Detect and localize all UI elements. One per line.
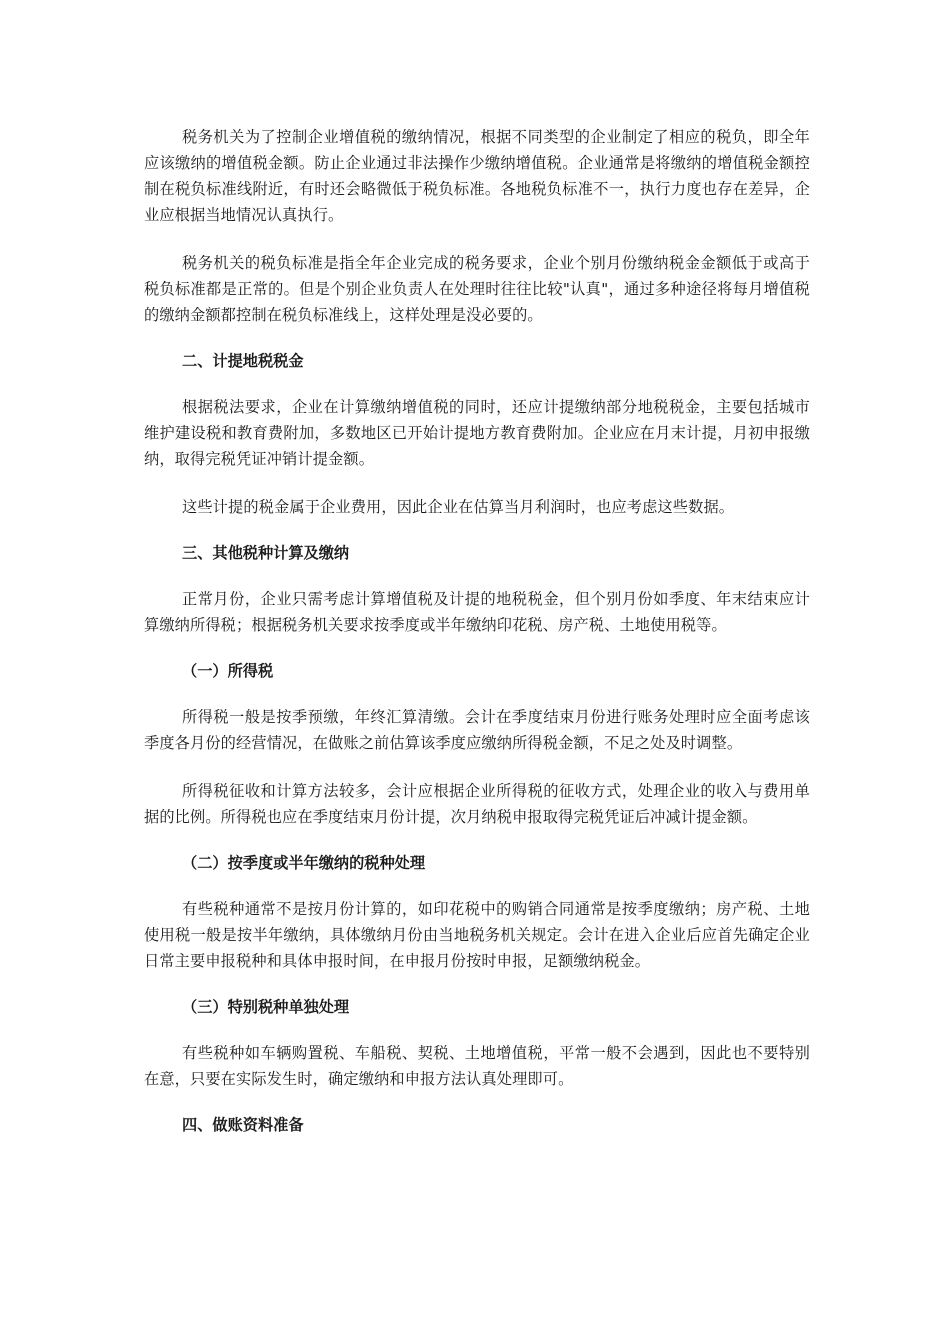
- paragraph-other-taxes: 正常月份，企业只需考虑计算增值税及计提的地税税金，但个别月份如季度、年末结束应计算缴纳所得税；根据税务机关要求按季度或半年缴纳印花税、房产税、土地使用税等。: [144, 590, 810, 634]
- section-heading-local-tax: 二、计提地税税金: [182, 352, 304, 370]
- subsection-heading-special-taxes: （三）特别税种单独处理: [182, 998, 350, 1016]
- paragraph-local-tax-expense: 这些计提的税金属于企业费用，因此企业在估算当月利润时，也应考虑这些数据。: [182, 498, 735, 516]
- subsection-heading-quarterly-taxes: （二）按季度或半年缴纳的税种处理: [182, 854, 425, 872]
- paragraph-income-tax-prepayment: 所得税一般是按季预缴，年终汇算清缴。会计在季度结束月份进行账务处理时应全面考虑该季度各月份的经营情况，在做账之前估算该季度应缴纳所得税金额，不足之处及时调整。: [144, 708, 810, 752]
- paragraph-tax-burden-meaning: 税务机关的税负标准是指全年企业完成的税务要求，企业个别月份缴纳税金金额低于或高于税负标准都是正常的。但是个别企业负责人在处理时往往比较"认真"，通过多种途径将每月增值税的缴纳金额都控制在税负标准线上，这样处理是没必要的。: [144, 254, 810, 324]
- paragraph-income-tax-methods: 所得税征收和计算方法较多，会计应根据企业所得税的征收方式，处理企业的收入与费用单据的比例。所得税也应在季度结束月份计提，次月纳税申报取得完税凭证后冲减计提金额。: [144, 782, 810, 826]
- document-body: [144, 124, 810, 1138]
- section-heading-other-taxes: 三、其他税种计算及缴纳: [182, 544, 350, 562]
- paragraph-special-taxes: 有些税种如车辆购置税、车船税、契税、土地增值税，平常一般不会遇到，因此也不要特别在意，只要在实际发生时，确定缴纳和申报方法认真处理即可。: [144, 1044, 810, 1088]
- paragraph-local-tax-requirements: 根据税法要求，企业在计算缴纳增值税的同时，还应计提缴纳部分地税税金，主要包括城市维护建设税和教育费附加，多数地区已开始计提地方教育费附加。企业应在月末计提，月初申报缴纳，取得完税凭证冲销计提金额。: [144, 398, 810, 468]
- paragraph-quarterly-taxes: 有些税种通常不是按月份计算的，如印花税中的购销合同通常是按季度缴纳；房产税、土地使用税一般是按半年缴纳，具体缴纳月份由当地税务机关规定。会计在进入企业后应首先确定企业日常主要申报税种和具体申报时间，在申报月份按时申报，足额缴纳税金。: [144, 900, 810, 970]
- subsection-heading-income-tax: （一）所得税: [182, 662, 274, 680]
- paragraph-tax-burden-standard: 税务机关为了控制企业增值税的缴纳情况，根据不同类型的企业制定了相应的税负，即全年应该缴纳的增值税金额。防止企业通过非法操作少缴纳增值税。企业通常是将缴纳的增值税金额控制在税负标准线附近，有时还会略微低于税负标准。各地税负标准不一，执行力度也存在差异，企业应根据当地情况认真执行。: [144, 128, 810, 224]
- section-heading-bookkeeping-prep: 四、做账资料准备: [182, 1116, 304, 1134]
